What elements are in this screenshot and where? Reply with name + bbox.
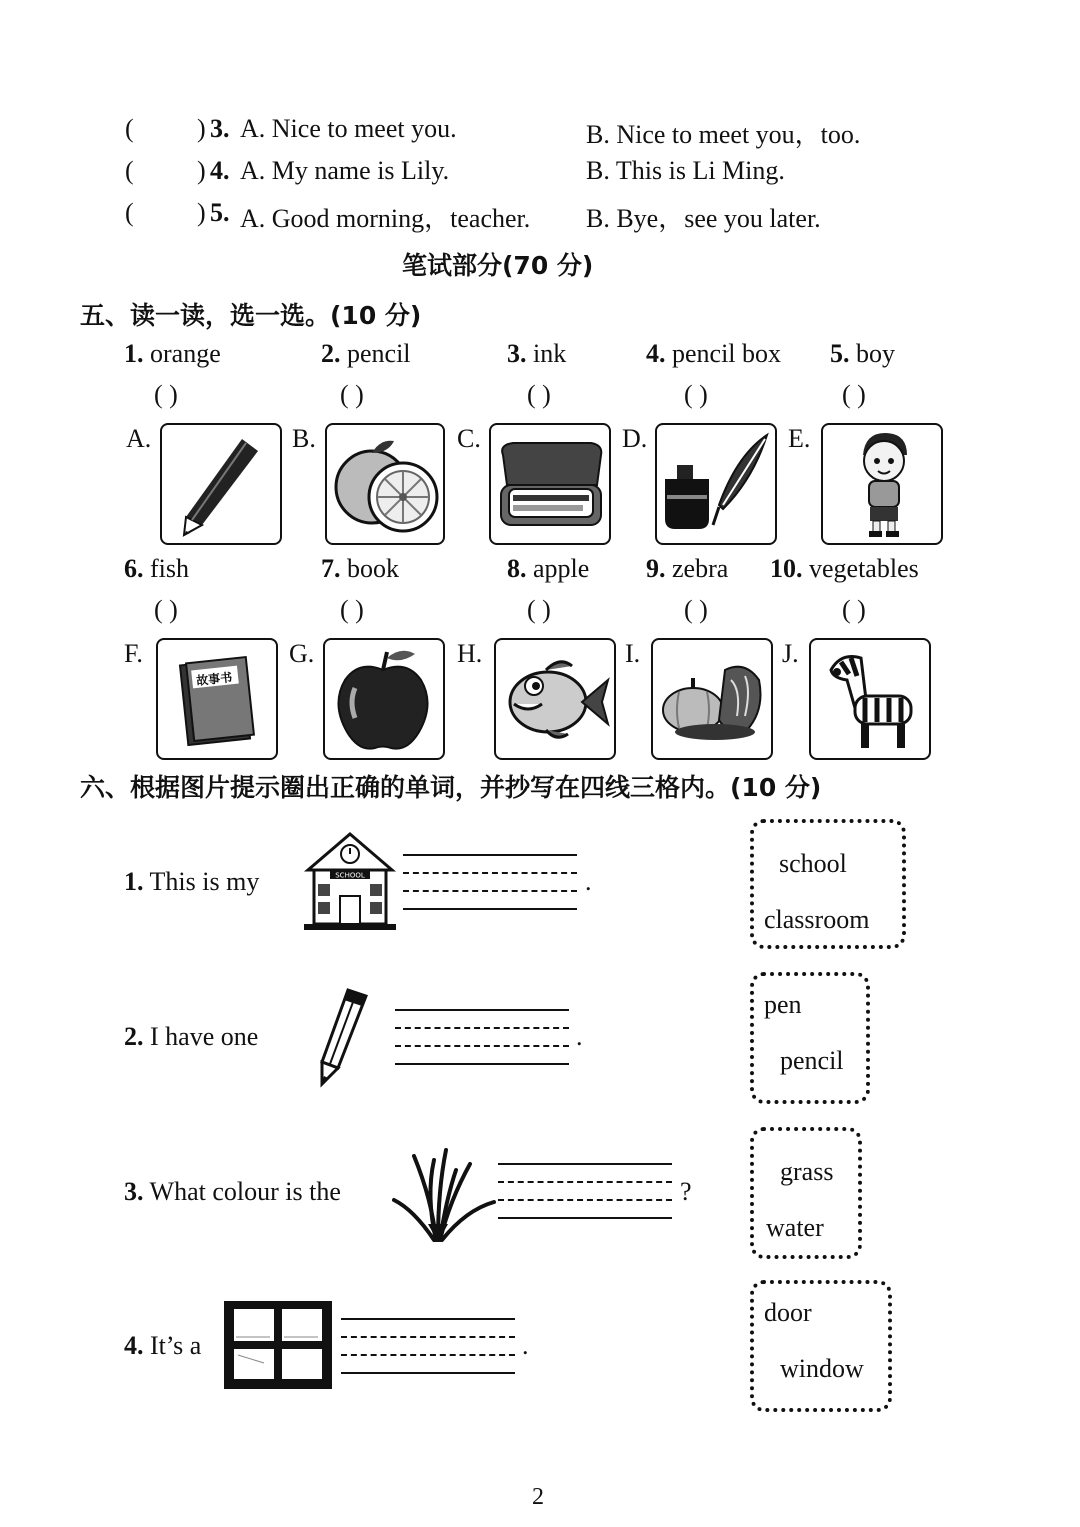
answer-blank-10[interactable]: ( )	[842, 595, 866, 624]
sentence-3: 3. What colour is the	[124, 1177, 341, 1206]
word-4: 4. pencil box	[646, 339, 782, 368]
school-icon	[300, 830, 400, 934]
sentence-1: 1. This is my	[124, 867, 260, 896]
paren-open-3: (	[125, 114, 134, 143]
picture-b-orange	[325, 423, 445, 545]
writing-lines-3[interactable]	[498, 1163, 672, 1219]
word-1: 1. orange	[124, 339, 221, 368]
picture-letter-j: J.	[782, 639, 799, 668]
option-door[interactable]: door	[764, 1298, 812, 1327]
sentence-1-end: .	[585, 867, 592, 896]
apple-icon	[325, 640, 443, 758]
picture-letter-e: E.	[788, 424, 811, 453]
writing-lines-4[interactable]	[341, 1318, 515, 1374]
vegetables-icon	[653, 640, 771, 758]
picture-i-vegetables	[651, 638, 773, 760]
answer-blank-3[interactable]: ( )	[527, 380, 551, 409]
sentence-2-end: .	[576, 1022, 583, 1051]
sentence-3-end: ?	[680, 1177, 692, 1206]
section-5-title: 五、读一读，选一选。(10 分)	[80, 301, 422, 330]
picture-h-fish	[494, 638, 616, 760]
sentence-2: 2. I have one	[124, 1022, 259, 1051]
picture-c-pencil-box	[489, 423, 611, 545]
answer-blank-2[interactable]: ( )	[340, 380, 364, 409]
orange-icon	[327, 425, 443, 543]
paren-open-4: (	[125, 156, 134, 185]
grass-picture	[392, 1144, 498, 1244]
pencil-icon	[312, 984, 372, 1088]
picture-letter-d: D.	[622, 424, 648, 453]
option-a-3: A. Nice to meet you.	[240, 114, 457, 143]
writing-lines-1[interactable]	[403, 854, 577, 910]
pencil-box-icon	[491, 425, 609, 543]
sentence-4: 4. It’s a	[124, 1331, 202, 1360]
boy-icon	[823, 425, 941, 543]
answer-blank-6[interactable]: ( )	[154, 595, 178, 624]
picture-letter-h: H.	[457, 639, 483, 668]
option-a-5: A. Good morning，teacher.	[240, 204, 531, 233]
answer-blank-9[interactable]: ( )	[684, 595, 708, 624]
option-classroom[interactable]: classroom	[764, 905, 870, 934]
school-sign: SCHOOL	[335, 871, 365, 880]
section-6-title: 六、根据图片提示圈出正确的单词，并抄写在四线三格内。(10 分)	[80, 773, 822, 802]
picture-letter-g: G.	[289, 639, 315, 668]
writing-lines-2[interactable]	[395, 1009, 569, 1065]
picture-letter-b: B.	[292, 424, 316, 453]
paren-close-5: )	[197, 198, 206, 227]
option-pencil[interactable]: pencil	[780, 1046, 844, 1075]
book-icon	[158, 640, 276, 758]
word-choice-box-2	[750, 972, 870, 1104]
paren-open-5: (	[125, 198, 134, 227]
paren-close-4: )	[197, 156, 206, 185]
option-a-4: A. My name is Lily.	[240, 156, 450, 185]
word-choice-box-3	[750, 1127, 862, 1259]
book-label: 故事书	[195, 670, 233, 688]
answer-blank-8[interactable]: ( )	[527, 595, 551, 624]
picture-letter-f: F.	[124, 639, 143, 668]
word-9: 9. zebra	[646, 554, 729, 583]
window-icon	[224, 1301, 332, 1389]
picture-g-apple	[323, 638, 445, 760]
item-number-3: 3.	[210, 114, 230, 143]
answer-blank-7[interactable]: ( )	[340, 595, 364, 624]
option-pen[interactable]: pen	[764, 990, 802, 1019]
page-number: 2	[532, 1484, 544, 1510]
word-choice-box-1	[750, 819, 906, 949]
option-water[interactable]: water	[766, 1213, 824, 1242]
word-10: 10. vegetables	[770, 554, 919, 583]
written-part-title: 笔试部分(70 分)	[402, 251, 594, 280]
option-school[interactable]: school	[779, 849, 847, 878]
word-choice-box-4	[750, 1280, 892, 1412]
ink-icon	[657, 425, 775, 543]
word-7: 7. book	[321, 554, 399, 583]
pencil-icon	[162, 425, 280, 543]
word-5: 5. boy	[830, 339, 895, 368]
answer-blank-1[interactable]: ( )	[154, 380, 178, 409]
paren-close-3: )	[197, 114, 206, 143]
option-window[interactable]: window	[780, 1354, 864, 1383]
picture-j-zebra	[809, 638, 931, 760]
picture-f-book	[156, 638, 278, 760]
option-grass[interactable]: grass	[780, 1157, 834, 1186]
school-picture	[300, 830, 400, 934]
item-number-4: 4.	[210, 156, 230, 185]
word-6: 6. fish	[124, 554, 189, 583]
picture-letter-a: A.	[126, 424, 152, 453]
grass-icon	[392, 1144, 498, 1244]
picture-a-pencil	[160, 423, 282, 545]
pencil-picture	[312, 984, 372, 1088]
picture-letter-i: I.	[625, 639, 641, 668]
fish-icon	[496, 640, 614, 758]
window-picture	[224, 1301, 332, 1389]
zebra-icon	[811, 640, 929, 758]
option-b-4: B. This is Li Ming.	[586, 156, 785, 185]
picture-letter-c: C.	[457, 424, 481, 453]
answer-blank-5[interactable]: ( )	[842, 380, 866, 409]
option-b-3: B. Nice to meet you，too.	[586, 120, 861, 149]
option-b-5: B. Bye，see you later.	[586, 204, 821, 233]
sentence-4-end: .	[522, 1331, 529, 1360]
word-8: 8. apple	[507, 554, 590, 583]
word-3: 3. ink	[507, 339, 567, 368]
picture-d-ink	[655, 423, 777, 545]
item-number-5: 5.	[210, 198, 230, 227]
word-2: 2. pencil	[321, 339, 411, 368]
answer-blank-4[interactable]: ( )	[684, 380, 708, 409]
picture-e-boy	[821, 423, 943, 545]
